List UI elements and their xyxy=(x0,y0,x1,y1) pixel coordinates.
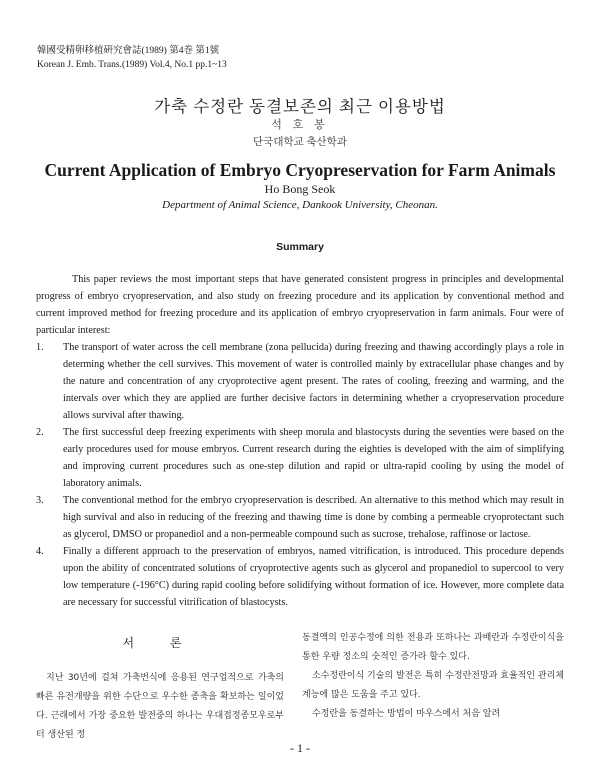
summary-heading: Summary xyxy=(276,241,324,253)
summary-body xyxy=(36,271,564,611)
body-left-column xyxy=(36,634,284,745)
journal-citation-english: Korean J. Emb. Trans.(1989) Vol.4, No.1 pp.1~13 xyxy=(37,60,227,70)
summary-point xyxy=(36,543,564,611)
english-title: Current Application of Embryo Cryopreservation for Farm Animals xyxy=(44,160,556,180)
summary-intro: This paper reviews the most important steps that have generated consistent progress in principles and developmental progress of embryo cryopreservation, and also study on freezing procedure and its application by conventional method and current improved method for freezing procedure and its application of embryo cryopreservation in farm animals. Four were of particular interest: xyxy=(36,274,564,336)
english-affiliation: Department of Animal Science, Dankook University, Cheonan. xyxy=(162,199,438,211)
intro-paragraph: 지난 30년에 걸쳐 가축번식에 응용된 연구업적으로 가축의 빠른 유전개량을 위한 수단으로 우수한 종축을 확보하는 일이었다. 근래에서 가장 중요한 발전중의 하나는 우대접정종모우로부터 생산된 정 xyxy=(36,673,284,740)
body-paragraph: 소수정란이식 기술의 발전은 특히 수정란전망과 효율적인 관리체계능에 많은 도움을 주고 있다. xyxy=(302,671,564,700)
page-number: - 1 - xyxy=(290,741,310,755)
body-right-column xyxy=(302,629,564,724)
korean-title: 가축 수정란 동결보존의 최근 이용방법 xyxy=(154,97,446,116)
korean-affiliation: 단국대학교 축산학과 xyxy=(253,137,347,148)
body-paragraph: 동결액의 인공수정에 의한 전용과 또하나는 과배란과 수정란이식을 통한 우량 정소의 숫적인 증가라 할수 있다. xyxy=(302,633,564,662)
summary-point-text: The conventional method for the embryo cryopreservation is described. An alternative to this method which may result in high survival and also in reducing of the freezing and thawing time is done by combing a permeable cryoprotectant such as glycerol, DMSO or propanediol and a non-permeable compound such as sucrose, trehalose, raffinose or lactose. xyxy=(63,495,564,540)
summary-point-number: 4. xyxy=(36,546,44,557)
korean-author: 석 호 봉 xyxy=(271,119,329,131)
summary-point xyxy=(36,492,564,543)
summary-points-list xyxy=(36,339,564,611)
summary-point-text: Finally a different approach to the preservation of embryos, named vitrification, is introduced. This procedure depends upon the ability of concentrated solutions of cryoprotective agents such as glycerol and propanediol to supercool to very low temperature (-196°C) during rapid cooling before solidifying without formation of ice. However, more complete data are necessary for successful vitrification of blastocysts. xyxy=(63,546,564,608)
english-author: Ho Bong Seok xyxy=(264,182,336,196)
summary-point-text: The transport of water across the cell membrane (zona pellucida) during freezing and thawing accordingly plays a role in determing whether the cell survives. This movement of water is controlled mainly by extracellular phase changes and by the nature and concentration of any cryoprotective agent present. The rates of cooling, freezing and warming, and the intervals over which they are applied are further decisive factors in determining whether a cryopreservation procedure allows survival after thawing. xyxy=(63,342,564,421)
summary-point-number: 2. xyxy=(36,427,44,438)
summary-point xyxy=(36,424,564,492)
section-heading-introduction: 서 론 xyxy=(122,636,198,650)
summary-point-text: The first successful deep freezing experiments with sheep morula and blastocysts during the seventies were based on the early procedures used for mouse embryos. Current research during the eighties is developed with the aim of simplifying and improving current procedures such as one-step dilution and rapid or ultra-rapid cooling by using the model of laboratory animals. xyxy=(63,427,564,489)
summary-point-number: 3. xyxy=(36,495,44,506)
journal-citation-korean: 韓國受精卵移植硏究會誌(1989) 第4巻 第1號 xyxy=(37,46,220,56)
body-paragraph: 수정란을 동결하는 방법이 마우스에서 처음 알려 xyxy=(312,709,501,719)
summary-point-number: 1. xyxy=(36,342,44,353)
summary-point xyxy=(36,339,564,424)
journal-header xyxy=(37,44,227,72)
